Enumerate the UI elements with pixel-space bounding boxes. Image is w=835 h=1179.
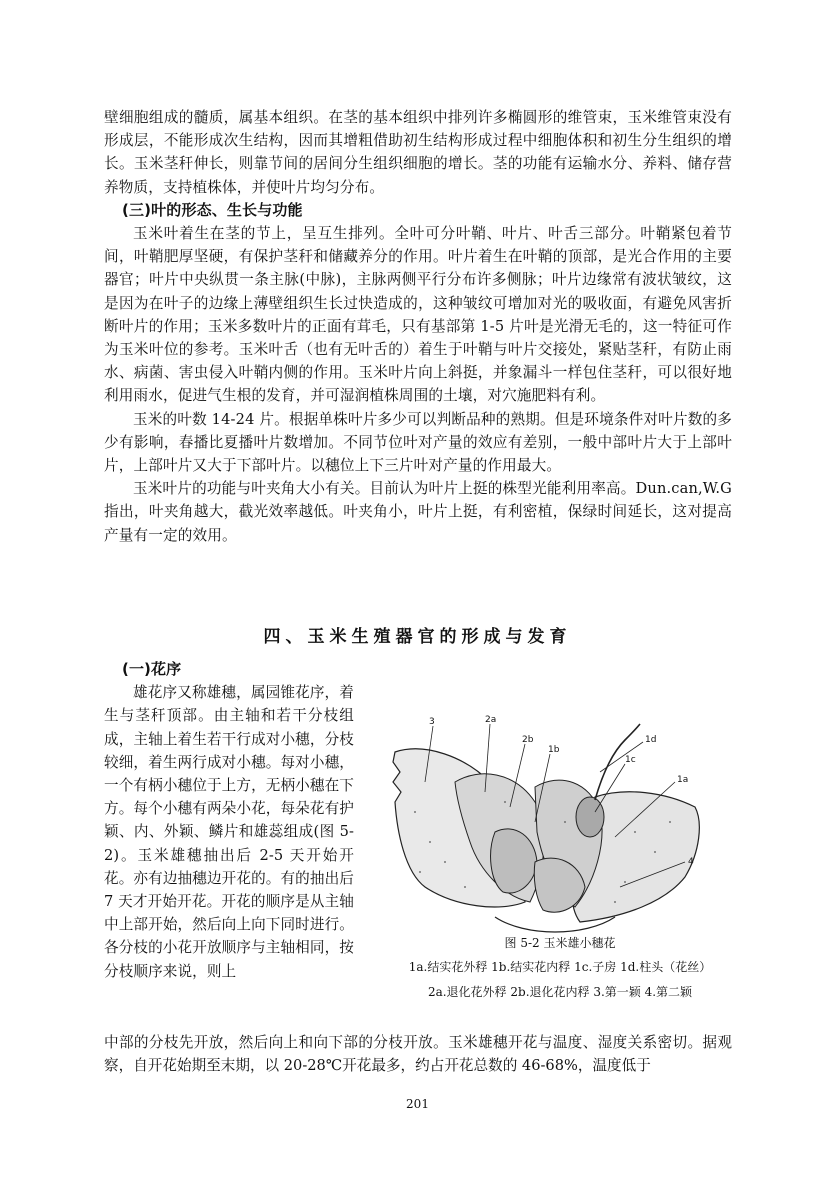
- spikelet-illustration: [385, 712, 715, 940]
- text-block-top: [104, 106, 732, 547]
- paragraph-bottom: 中部的分枝先开放，然后向上和向下部的分枝开放。玉米雄穗开花与温度、湿度关系密切。据观察，自开花始期至末期，以 20-28℃开花最多，约占开花总数的 46-68%，温度低于: [104, 1034, 732, 1075]
- text-block-bottom: [104, 1031, 732, 1077]
- paragraph-leaf-3: 玉米叶片的功能与叶夹角大小有关。目前认为叶片上挺的株型光能利用率高。Dun.can,W.G 指出，叶夹角越大，截光效率越低。叶夹角小，叶片上挺，有利密植，保绿时间延长，这对提高产量有一定的效用。: [104, 480, 732, 544]
- paragraph-inflorescence: 雄花序又称雄穗，属园锥花序，着生与茎秆顶部。由主轴和若干分枝组成，主轴上着生若干行成对小穗，分枝较细，着生两行成对小穗。每对小穗，一个有柄小穗位于上方，无柄小穗在下方。每个小穗有两朵小花，每朵花有护颖、内、外颖、鳞片和雄蕊组成(图 5-2)。玉米雄穗抽出后 2-5 天开始开花。亦有边抽穗边开花的。有的抽出后 7 天才开始开花。开花的顺序是从主轴中上部开始，然后向上向下同时进行。各分枝的小花开放顺序与主轴相同，按分枝顺序来说，则上: [104, 684, 354, 980]
- figure-label-2a: 2a: [485, 715, 497, 725]
- paragraph-leaf-2: 玉米的叶数 14-24 片。根据单株叶片多少可以判断品种的熟期。但是环境条件对叶片数的多少有影响，春播比夏播叶片数增加。不同节位叶对产量的效应有差别，一般中部叶片大于上部叶片，上部叶片又大于下部叶片。以穗位上下三片叶对产量的作用最大。: [104, 410, 732, 475]
- subsection-heading-leaf: (三)叶的形态、生长与功能: [122, 200, 303, 219]
- figure-caption-legend-1: 1a.结实花外稃 1b.结实花内稃 1c.子房 1d.柱头（花丝）: [408, 960, 712, 974]
- figure-label-1d: 1d: [645, 735, 657, 745]
- paragraph-leaf-1: 玉米叶着生在茎的节上，呈互生排列。全叶可分叶鞘、叶片、叶舌三部分。叶鞘紧包着节间，叶鞘肥厚坚硬，有保护茎秆和储藏养分的作用。叶片着生在叶鞘的顶部，是光合作用的主要器官；叶片中央纵贯一条主脉(中脉)，主脉两侧平行分布许多侧脉；叶片边缘常有波状皱纹，这是因为在叶子的边缘上薄壁组织生长过快造成的，这种皱纹可增加对光的吸收面，有避免风害折断叶片的作用；玉米多数叶片的正面有茸毛，只有基部第 1-5 片叶是光滑无毛的，这一特征可作为玉米叶位的参考。玉米叶舌（也有无叶舌的）着生于叶鞘与叶片交接处，紧贴茎秆，有防止雨水、病菌、害虫侵入叶鞘内侧的作用。玉米叶片向上斜挺，并象漏斗一样包住茎秆，可以很好地利用雨水，促进气生根的发育，并可湿润植株周围的土壤，对穴施肥料有利。: [104, 225, 732, 405]
- figure-label-1c: 1c: [625, 755, 636, 765]
- paragraph-stem-continued: 壁细胞组成的髓质，属基本组织。在茎的基本组织中排列许多椭圆形的维管束，玉米维管束没有形成层，不能形成次生结构，因而其增粗借助初生结构形成过程中细胞体积和初生分生组织的增长。玉米茎秆伸长，则靠节间的居间分生组织细胞的增长。茎的功能有运输水分、养料、储存营养物质，支持植株体，并使叶片均匀分布。: [104, 109, 732, 196]
- text-column-inflorescence: [104, 658, 354, 983]
- figure-label-1a: 1a: [677, 775, 689, 785]
- figure-caption-legend-2: 2a.退化花外稃 2b.退化花内稃 3.第一颖 4.第二颖: [427, 985, 693, 999]
- page-number: 201: [406, 1097, 429, 1111]
- figure-label-2b: 2b: [522, 735, 534, 745]
- figure-label-4: 4: [688, 857, 694, 867]
- section-heading-4: 四、玉米生殖器官的形成与发育: [263, 627, 572, 647]
- figure-label-3: 3: [429, 717, 435, 727]
- figure-caption-title: 图 5-2 玉米雄小穗花: [504, 936, 616, 950]
- subsection-heading-inflorescence: (一)花序: [122, 660, 182, 678]
- figure-label-1b: 1b: [548, 745, 560, 755]
